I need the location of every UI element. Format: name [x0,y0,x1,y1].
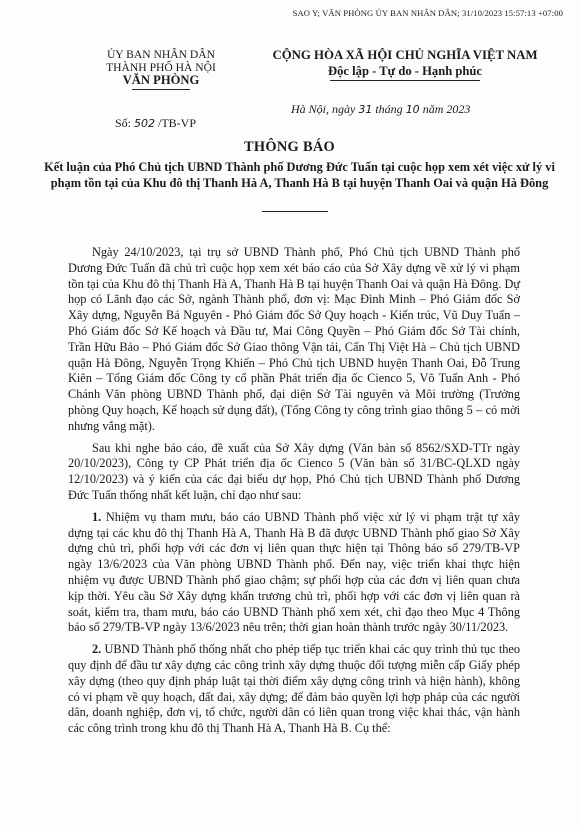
document-body [68,245,520,743]
paragraph-item-1 [68,510,520,636]
paragraph-intro: Ngày 24/10/2023, tại trụ sở UBND Thành phố, Phó Chủ tịch UBND Thành phố Dương Đức Tuấn đã chủ trì cuộc họp xem xét báo cáo của Sở Xây dựng về xử lý vi phạm tồn tại của Khu đô thị Thanh Hà A, Thanh Hà B tại huyện Thanh Oai và quận Hà Đông. Dự họp có Lãnh đạo các Sở, ngành Thành phố, đơn vị: Mạc Đình Minh – Phó Giám đốc Sở Xây dựng, Nguyễn Bá Nguyên - Phó Giám đốc Sở Quy hoạch - Kiến trúc, Vũ Duy Tuấn – Phó Giám đốc Sở Kế hoạch và Đầu tư, Mai Công Quyền – Phó Giám đốc Sở Tài chính, Trần Hữu Bảo – Phó Giám đốc Sở Giao thông Vận tải, Cấn Thị Việt Hà – Chủ tịch UBND quận Hà Đông, Nguyễn Trọng Khiển – Phó Chủ tịch UBND huyện Thanh Oai, Đỗ Trung Kiên – Tổng Giám đốc Công ty cổ phần Phát triển địa ốc Cienco 5, Võ Tuấn Anh - Phó Chánh Văn phòng UBND Thành phố, đại diện Sở Tài nguyên và Môi trường (Trưởng phòng Quy hoạch, Kế hoạch sử dụng đất), (Tổng Công ty công trình giao thông 5 – có mời nhưng vắng mặt). [68,245,520,433]
document-title: THÔNG BÁO [243,139,336,155]
national-motto: Độc lập - Tự do - Hạnh phúc [328,64,482,78]
subtitle-underline [262,211,328,212]
date-year: năm 2023 [419,102,471,116]
agency-line-2: THÀNH PHỐ HÀ NỘI [106,61,216,74]
agency-line-1: ỦY BAN NHÂN DÂN [106,48,216,61]
doc-number-handwritten: 502 [134,117,156,130]
date-month-label: tháng [372,102,406,116]
agency-underline [132,89,190,90]
date-month: 10 [405,103,420,116]
motto-underline [330,80,480,81]
paragraph-item-2 [68,642,520,737]
doc-number-prefix: Số: [115,116,135,130]
paragraph-conclusion-lead: Sau khi nghe báo cáo, đề xuất của Sở Xây dựng (Văn bản số 8562/SXD-TTr ngày 20/10/2023), Công ty CP Phát triển địa ốc Cienco 5 (Văn bản số 31/BC-QLXD ngày 12/10/2023) và ý kiến của các đại biểu dự họp, Phó Chủ tịch UBND Thành phố Dương Đức Tuấn thống nhất kết luận, chỉ đạo như sau: [68,440,520,502]
document-number [115,116,196,131]
agency-line-3: VĂN PHÒNG [122,73,200,87]
doc-number-suffix: /TB-VP [155,116,197,130]
document-subtitle: Kết luận của Phó Chủ tịch UBND Thành phố Dương Đức Tuấn tại cuộc họp xem xét việc xử lý vi phạm tồn tại của Khu đô thị Thanh Hà A, Thanh Hà B tại huyện Thanh Oai và quận Hà Đông [44,160,555,190]
digital-copy-stamp: SAO Y; VĂN PHÒNG ỦY BAN NHÂN DÂN; 31/10/2023 15:57:13 +07:00 [292,8,563,18]
date-line [291,102,470,117]
date-place: Hà Nội, ngày [291,102,359,116]
date-day: 31 [358,103,373,116]
issuing-agency-header [86,48,236,90]
national-name: CỘNG HÒA XÃ HỘI CHỦ NGHĨA VIỆT NAM [272,48,538,62]
national-motto-header [255,48,555,81]
item-2-number: 2. [92,642,102,657]
item-1-text: Nhiệm vụ tham mưu, báo cáo UBND Thành phố việc xử lý vi phạm trật tự xây dựng tại các khu đô thị Thanh Hà A, Thanh Hà B đã được UBND Thành phố giao Sở Xây dựng chủ trì, phối hợp với các đơn vị liên quan thực hiện tại Thông báo số 279/TB-VP ngày 13/6/2023 của Văn phòng UBND Thành phố. Đến nay, việc triển khai thực hiện nhiệm vụ được UBND Thành phố giao chậm; sự phối hợp của các đơn vị liên quan chưa kịp thời. Yêu cầu Sở Xây dựng khẩn trương chủ trì, phối hợp với các đơn vị liên quan rà soát, kiểm tra, tham mưu, báo cáo UBND Thành phố xem xét, chỉ đạo theo Mục 4 Thông báo số 279/TB-VP ngày 13/6/2023 nêu trên; thời gian hoàn thành trước ngày 30/11/2023. [68,509,520,635]
item-1-number: 1. [92,509,102,524]
item-2-text: UBND Thành phố thống nhất cho phép tiếp tục triển khai các quy trình thủ tục theo quy định để đầu tư xây dựng các công trình xây dựng thuộc đối tượng miễn cấp Giấy phép xây dựng (theo quy định pháp luật tại thời điểm xây dựng công trình và hiện hành), không có vi phạm về quy hoạch, đất đai, xây dựng; để đảm bảo quyền lợi hợp pháp của các người dân, doanh nghiệp, đơn vị, tổ chức, người dân có liên quan trong việc khai thác, vận hành các công trình trong khu đô thị Thanh Hà A, Thanh Hà B. Cụ thể: [68,642,520,736]
